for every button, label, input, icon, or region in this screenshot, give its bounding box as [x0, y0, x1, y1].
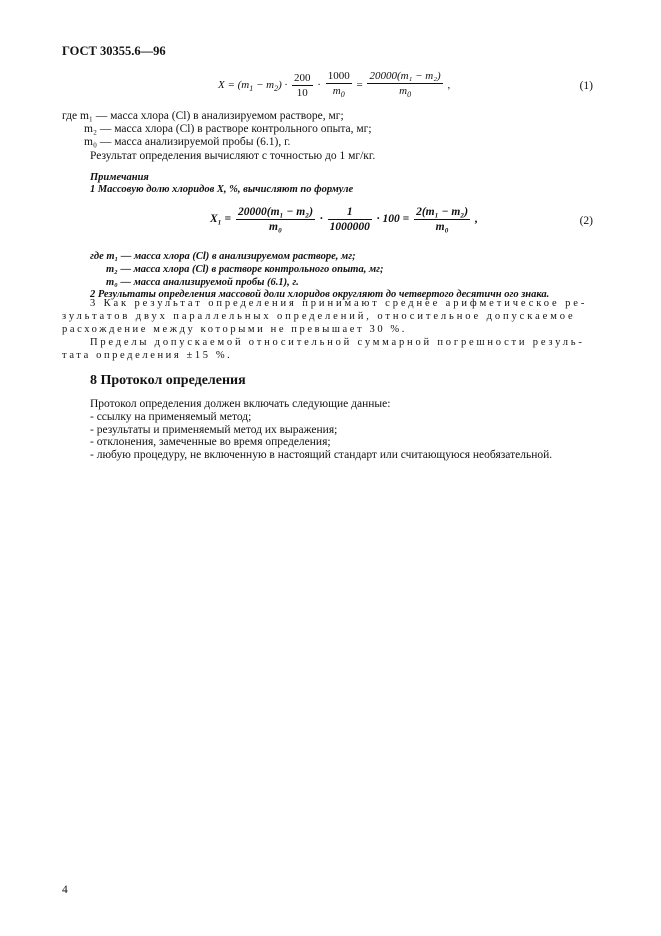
equation-number-2: (2)	[579, 215, 593, 227]
formula-1: $X = (m_1 - m_2)$ · $\frac{200}{10}$ · $\frac{1000}{m_0}$ = $\frac{\text{20000(m₁ − m₂)}}{m_0}$ ,	[218, 70, 451, 100]
note-3-line-4: Пределы допускаемой относительной суммарной погрешности резуль-	[90, 337, 585, 348]
fraction-1000-m0: $\frac{1000}{m_0}$	[327, 70, 350, 100]
fraction-200-10: $\frac{200}{10}$	[294, 72, 311, 100]
formula-1-lhs: $X = (m_1 - m_2)$ ·	[218, 79, 288, 94]
note-1: 1 Массовую долю хлоридов X, %, вычисляют по формуле	[90, 184, 354, 195]
note-3-line-5: тата определения ±15 %.	[62, 350, 233, 361]
note-3-line-3: расхождение между которыми не превышает 30 %.	[62, 324, 407, 335]
list-item: - любую процедуру, не включенную в настоящий стандарт или считающуюся необязательной.	[90, 449, 553, 461]
note-where-1: где m₁ — масса хлора (Cl) в анализируемом растворе, мг;	[90, 251, 356, 262]
formula-2: X₁ = $\frac{\text{20000(m₁ − m₂)}}{\text{m₀}}$ · $\frac{1}{1000000}$ · 100 = $\frac{\text{2(m₁ − m₂)}}{\text{m₀}}$ ,	[210, 206, 478, 233]
section-8-intro: Протокол определения должен включать следующие данные:	[90, 398, 391, 410]
list-item: - отклонения, замеченные во время определения;	[90, 436, 331, 448]
document-code: ГОСТ 30355.6—96	[62, 44, 166, 58]
section-8-heading: 8 Протокол определения	[90, 373, 246, 388]
equation-number-1: (1)	[579, 80, 593, 92]
note-where-3: m₀ — масса анализируемой пробы (6.1), г.	[106, 277, 299, 288]
note-2: 2 Результаты определения массовой доли хлоридов округляют до четвертого десятичн ого знака.	[90, 289, 550, 300]
fraction-result: $\frac{\text{20000(m₁ − m₂)}}{m_0}$	[369, 70, 441, 100]
precision-line: Результат определения вычисляют с точностью до 1 мг/кг.	[90, 150, 376, 162]
note-3-line-1: 3 Как результат определения принимают среднее арифметическое ре-	[90, 298, 588, 309]
list-item: - результаты и применяемый метод их выражения;	[90, 424, 338, 436]
where-line-2: m₂ — масса хлора (Cl) в растворе контрольного опыта, мг;	[84, 123, 372, 135]
page-number: 4	[62, 884, 68, 896]
note-where-2: m₂ — масса хлора (Cl) в растворе контрольного опыта, мг;	[106, 264, 384, 275]
list-item: - ссылку на применяемый метод;	[90, 411, 252, 423]
where-line-1: где m₁ — масса хлора (Cl) в анализируемом растворе, мг;	[62, 110, 344, 122]
note-3-line-2: зультатов двух параллельных определений, относительное допускаемое	[62, 311, 576, 322]
where-line-3: m₀ — масса анализируемой пробы (6.1), г.	[84, 136, 291, 148]
notes-title: Примечания	[90, 172, 149, 183]
